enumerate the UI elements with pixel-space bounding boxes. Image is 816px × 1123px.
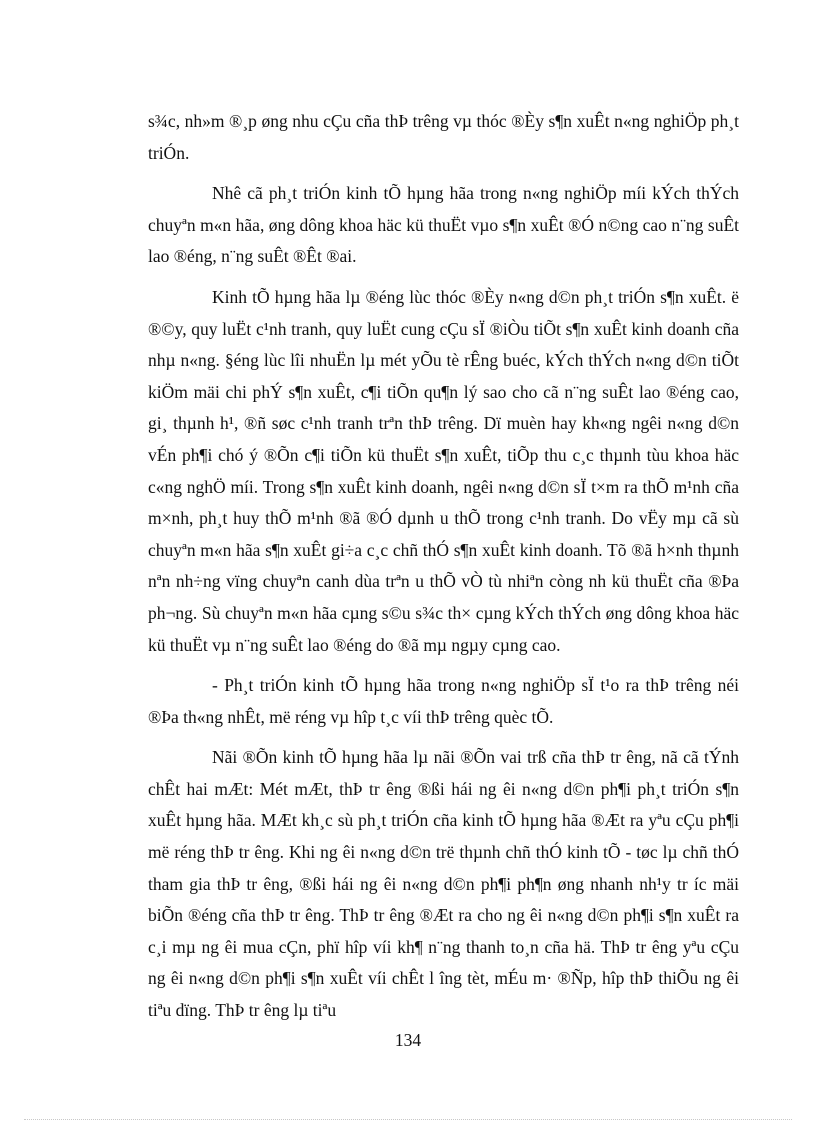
paragraph-4: - Ph¸t triÓn kinh tÕ hµng hãa trong n«ng nghiÖp sÏ t¹o ra thÞ trêng néi ®Þa th«ng nhÊt, më réng vµ hîp t¸c víi thÞ trêng quèc tÕ.	[148, 675, 739, 727]
paragraph-1: s¾c, nh»m ®¸p øng nhu cÇu cña thÞ trêng vµ thóc ®Èy s¶n xuÊt n«ng nghiÖp ph¸t triÓn.	[148, 111, 739, 163]
page-bottom-divider	[24, 1119, 792, 1120]
page-number: 134	[394, 1030, 422, 1050]
paragraph-3: Kinh tÕ hµng hãa lµ ®éng lùc thóc ®Èy n«ng d©n ph¸t triÓn s¶n xuÊt. ë ®©y, quy luËt c¹nh tranh, quy luËt cung cÇu sÏ ®iÒu tiÕt s¶n xuÊt kinh doanh cña nhµ n«ng. §éng lùc lîi nhuËn lµ mét yÕu tè rÊng buéc, kÝch thÝch n«ng d©n tiÕt kiÖm mäi chi phÝ s¶n xuÊt, c¶i tiÕn qu¶n lý sao cho cã n¨ng suÊt lao ®éng cao, gi¸ thµnh h¹, ®ñ søc c¹nh tranh trªn thÞ trêng. Dï muèn hay kh«ng ngêi n«ng d©n vÉn ph¶i chó ý ®Õn c¶i tiÕn kü thuËt s¶n xuÊt, tiÕp thu c¸c thµnh tùu khoa häc c«ng nghÖ míi. Trong s¶n xuÊt kinh doanh, ngêi n«ng d©n sÏ t×m ra thÕ m¹nh cña m×nh, ph¸t huy thÕ m¹nh ®ã ®Ó dµnh u thÕ trong c¹nh tranh. Do vËy mµ cã sù chuyªn m«n hãa s¶n xuÊt gi÷a c¸c chñ thÓ s¶n xuÊt kinh doanh. Tõ ®ã h×nh thµnh nªn nh÷ng vïng chuyªn canh dùa trªn u thÕ vÒ tù nhiªn còng nh kü thuËt cña ®Þa ph¬ng. Sù chuyªn m«n hãa cµng s©u s¾c th× cµng kÝch thÝch øng dông khoa häc kü thuËt vµ n¨ng suÊt lao ®éng do ®ã mµ ngµy cµng cao.	[148, 286, 739, 655]
paragraph-5: Nãi ®Õn kinh tÕ hµng hãa lµ nãi ®Õn vai trß cña thÞ tr êng, nã cã tÝnh chÊt hai mÆt: Mét mÆt, thÞ tr êng ®ßi hái ng êi n«ng d©n ph¶i ph¸t triÓn s¶n xuÊt hµng hãa. MÆt kh¸c sù ph¸t triÓn cña kinh tÕ hµng hãa ®Æt ra yªu cÇu ph¶i më réng thÞ tr êng. Khi ng êi n«ng d©n trë thµnh chñ thÓ kinh tÕ - tøc lµ chñ thÓ tham gia thÞ tr êng, ®ßi hái ng êi n«ng d©n ph¶i ph¶n øng nhanh nh¹y tr íc mäi biÕn ®éng cña thÞ tr êng. ThÞ tr êng ®Æt ra cho ng êi n«ng d©n ph¶i s¶n xuÊt ra c¸i mµ ng êi mua cÇn, phï hîp víi kh¶ n¨ng thanh to¸n cña hä. ThÞ tr êng yªu cÇu ng êi n«ng d©n ph¶i s¶n xuÊt víi chÊt l îng tèt, mÉu m· ®Ñp, hîp thÞ thiÕu ng êi tiªu dïng. ThÞ tr êng lµ tiªu	[148, 747, 739, 1021]
body-text	[148, 106, 739, 1036]
paragraph-2: Nhê cã ph¸t triÓn kinh tÕ hµng hãa trong n«ng nghiÖp míi kÝch thÝch chuyªn m«n hãa, øng dông khoa häc kü thuËt vµo s¶n xuÊt ®Ó n©ng cao n¨ng suÊt lao ®éng, n¨ng suÊt ®Êt ®ai.	[148, 183, 739, 267]
